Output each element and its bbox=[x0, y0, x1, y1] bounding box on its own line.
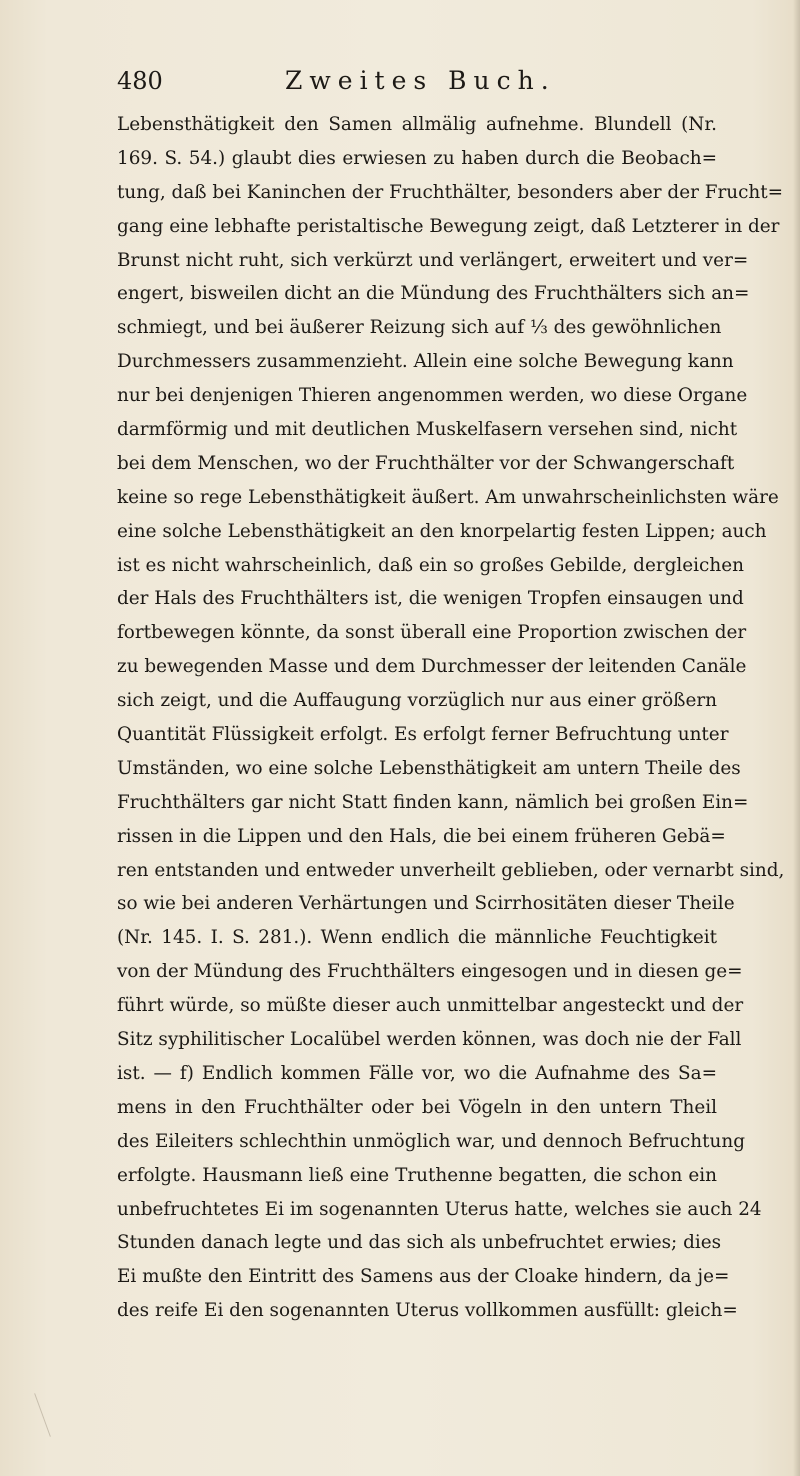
text-line: führt würde, so müßte dieser auch unmittelbar angesteckt und der bbox=[117, 995, 744, 1017]
text-line: des Eileiters schlechthin unmöglich war, und dennoch Befruchtung bbox=[117, 1130, 745, 1152]
page-header bbox=[117, 64, 717, 100]
text-line: so wie bei anderen Verhärtungen und Scirrhositäten dieser Theile bbox=[117, 893, 735, 915]
text-line: sich zeigt, und die Auffaugung vorzüglich nur aus einer größern bbox=[117, 690, 717, 712]
text-line: Quantität Flüssigkeit erfolgt. Es erfolgt ferner Befruchtung unter bbox=[117, 724, 729, 746]
text-line: ist es nicht wahrscheinlich, daß ein so großes Gebilde, dergleichen bbox=[117, 554, 744, 576]
body-text bbox=[117, 108, 785, 1328]
text-line: mens in den Fruchthälter oder bei Vögeln in den untern Theil bbox=[117, 1096, 717, 1118]
text-line: von der Mündung des Fruchthälters eingesogen und in diesen ge= bbox=[117, 961, 743, 983]
text-line: Stunden danach legte und das sich als unbefruchtet erwies; dies bbox=[117, 1232, 722, 1254]
text-line: rissen in die Lippen und den Hals, die bei einem früheren Gebä= bbox=[117, 825, 726, 847]
text-line: der Hals des Fruchthälters ist, die wenigen Tropfen einsaugen und bbox=[117, 588, 744, 610]
text-line: gang eine lebhafte peristaltische Bewegung zeigt, daß Letzterer in der bbox=[117, 215, 780, 237]
text-line: Ei mußte den Eintritt des Samens aus der Cloake hindern, da je= bbox=[117, 1266, 730, 1288]
text-line: Umständen, wo eine solche Lebensthätigkeit am untern Theile des bbox=[117, 757, 741, 779]
text-line: erfolgte. Hausmann ließ eine Truthenne begatten, die schon ein bbox=[117, 1164, 717, 1186]
text-line: (Nr. 145. I. S. 281.). Wenn endlich die männliche Feuchtigkeit bbox=[117, 927, 717, 949]
text-line: fortbewegen könnte, da sonst überall eine Proportion zwischen der bbox=[117, 622, 747, 644]
text-line: keine so rege Lebensthätigkeit äußert. Am unwahrscheinlichsten wäre bbox=[117, 486, 779, 508]
text-line: Fruchthälters gar nicht Statt finden kann, nämlich bei großen Ein= bbox=[117, 791, 749, 813]
text-line: darmförmig und mit deutlichen Muskelfasern versehen sind, nicht bbox=[117, 419, 738, 441]
text-line: Sitz syphilitischer Localübel werden können, was doch nie der Fall bbox=[117, 1029, 742, 1051]
text-line: schmiegt, und bei äußerer Reizung sich auf ⅓ des gewöhnlichen bbox=[117, 317, 722, 339]
text-line: unbefruchtetes Ei im sogenannten Uterus hatte, welches sie auch 24 bbox=[117, 1198, 762, 1220]
page-edge-shadow bbox=[793, 0, 800, 1476]
text-line: Brunst nicht ruht, sich verkürzt und verlängert, erweitert und ver= bbox=[117, 249, 749, 271]
margin-pencil-mark bbox=[34, 1393, 51, 1437]
text-line: Lebensthätigkeit den Samen allmälig aufnehme. Blundell (Nr. bbox=[117, 114, 717, 135]
text-line: tung, daß bei Kaninchen der Fruchthälter, besonders aber der Frucht= bbox=[117, 181, 784, 203]
text-line: ist. — f) Endlich kommen Fälle vor, wo die Aufnahme des Sa= bbox=[117, 1062, 717, 1084]
text-line: bei dem Menschen, wo der Fruchthälter vor der Schwangerschaft bbox=[117, 452, 735, 474]
text-line: des reife Ei den sogenannten Uterus vollkommen ausfüllt: gleich= bbox=[117, 1300, 738, 1322]
text-line: eine solche Lebensthätigkeit an den knorpelartig festen Lippen; auch bbox=[117, 520, 767, 542]
page-number: 480 bbox=[117, 67, 163, 95]
text-line: Durchmessers zusammenzieht. Allein eine solche Bewegung kann bbox=[117, 351, 734, 373]
text-line: 169. S. 54.) glaubt dies erwiesen zu haben durch die Beobach= bbox=[117, 147, 717, 169]
text-line: engert, bisweilen dicht an die Mündung des Fruchthälters sich an= bbox=[117, 283, 750, 305]
text-line: zu bewegenden Masse und dem Durchmesser der leitenden Canäle bbox=[117, 656, 747, 678]
running-title: Zweites Buch. bbox=[285, 66, 556, 95]
text-line: nur bei denjenigen Thieren angenommen werden, wo diese Organe bbox=[117, 385, 748, 407]
text-line: ren entstanden und entweder unverheilt geblieben, oder vernarbt sind, bbox=[117, 859, 785, 881]
